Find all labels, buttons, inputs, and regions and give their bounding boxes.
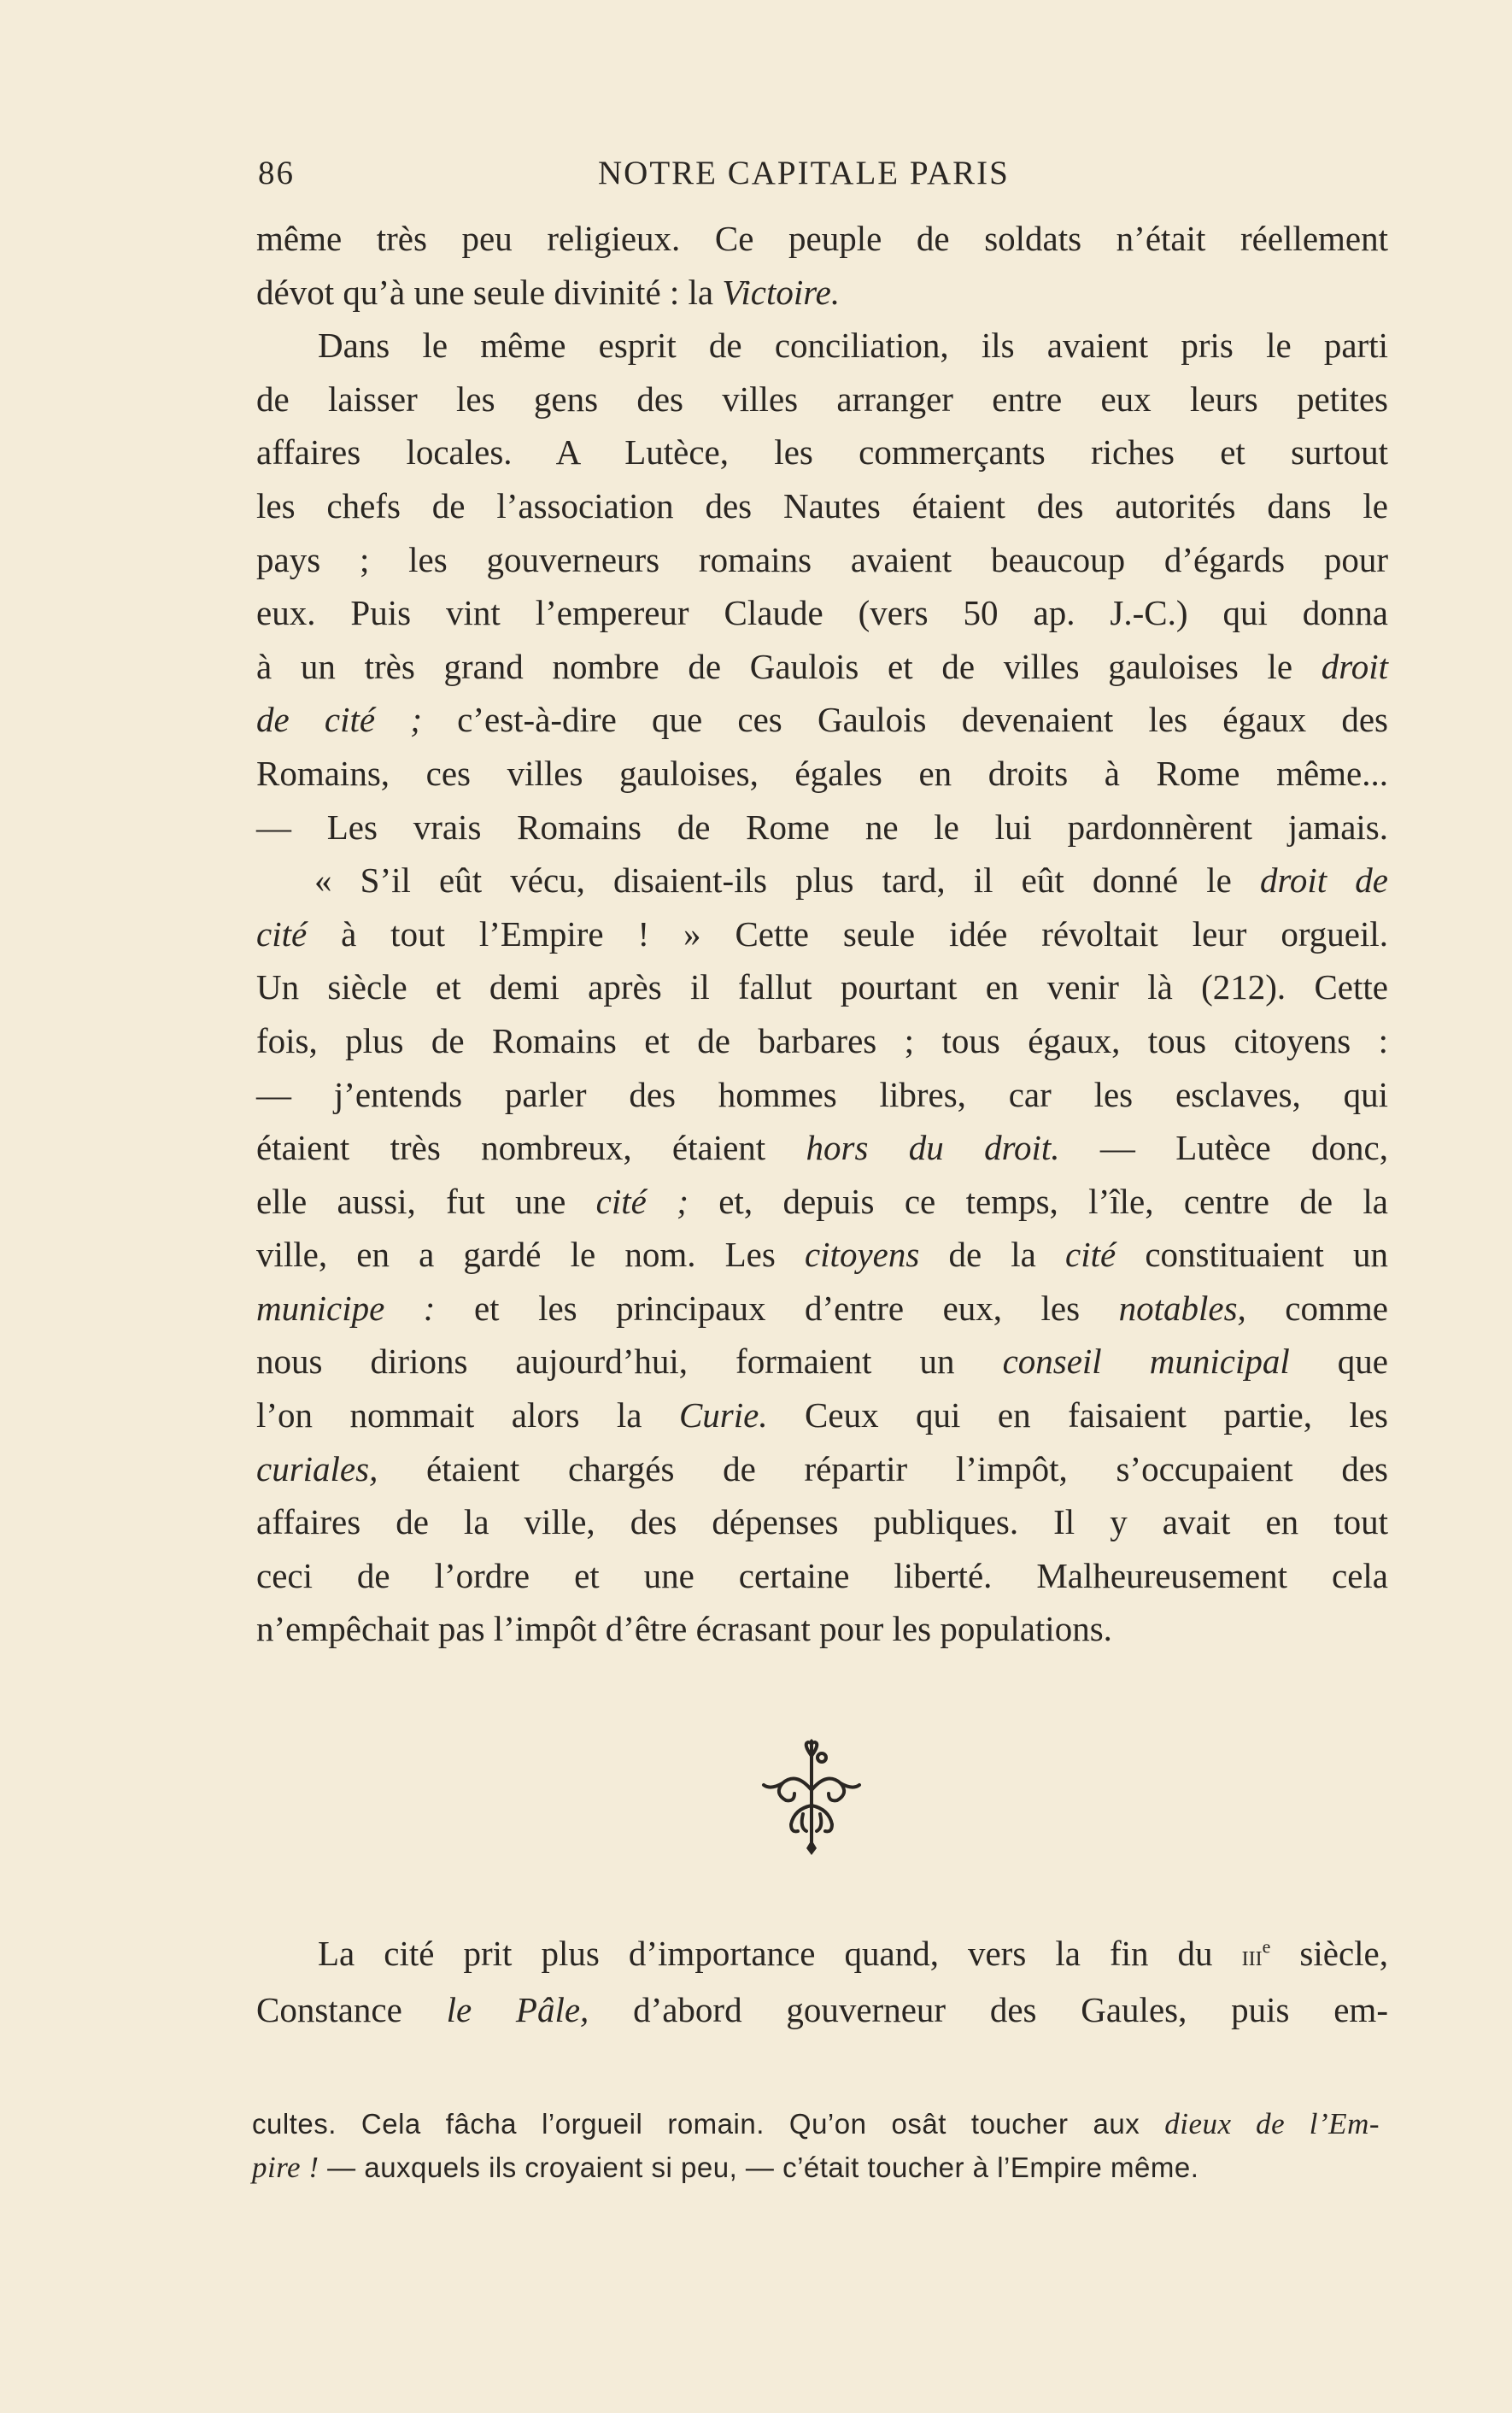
text-line: municipe : et les principaux d’entre eux, les notables, comme	[256, 1288, 1388, 1328]
text-line: ceci de l’ordre et une certaine liberté. Malheureusement cela	[256, 1555, 1388, 1595]
text-line: elle aussi, fut une cité ; et, depuis ce temps, l’île, centre de la	[256, 1181, 1388, 1221]
running-title: NOTRE CAPITALE PARIS	[598, 155, 1010, 191]
page-number: 86	[258, 155, 295, 191]
text-line: — j’entends parler des hommes libres, car les esclaves, qui	[256, 1074, 1388, 1114]
roman-numeral: iii	[1241, 1940, 1263, 1972]
text-line: de laisser les gens des villes arranger entre eux leurs petites	[256, 379, 1388, 419]
emphasis: municipe :	[256, 1288, 436, 1328]
page	[256, 154, 1388, 1656]
text-line: affaires locales. A Lutèce, les commerçants riches et surtout	[256, 432, 1388, 473]
text-line: nous dirions aujourd’hui, formaient un conseil municipal que	[256, 1342, 1388, 1382]
text-line: ville, en a gardé le nom. Les citoyens de la cité constituaient un	[256, 1235, 1388, 1275]
fleuron-ornament-icon	[752, 1739, 871, 1858]
text-line: n’empêchait pas l’impôt d’être écrasant pour les populations.	[256, 1609, 1112, 1649]
emphasis: de cité ;	[256, 700, 422, 740]
text-line: — Les vrais Romains de Rome ne le lui pardonnèrent jamais.	[256, 807, 1388, 847]
text-line: Constance le Pâle, d’abord gouverneur des Gaules, puis em-	[256, 1990, 1388, 2029]
emphasis: curiales,	[256, 1448, 378, 1488]
emphasis: Victoire.	[722, 272, 841, 312]
text-line: fois, plus de Romains et de barbares ; tous égaux, tous citoyens :	[256, 1020, 1388, 1060]
text-line: Un siècle et demi après il fallut pourtant en venir là (212). Cette	[256, 967, 1388, 1007]
text-line: les chefs de l’association des Nautes étaient des autorités dans le	[256, 485, 1388, 525]
text-line: cité à tout l’Empire ! » Cette seule idée révoltait leur orgueil.	[256, 913, 1388, 954]
superscript: e	[1262, 1935, 1271, 1958]
text-line: « S’il eût vécu, disaient-ils plus tard, il eût donné le droit de	[314, 860, 1388, 901]
emphasis: droit	[1321, 646, 1388, 686]
emphasis: conseil municipal	[1002, 1342, 1290, 1382]
footnote	[252, 2102, 1380, 2189]
emphasis: pire !	[252, 2151, 319, 2184]
emphasis: hors du droit.	[806, 1128, 1060, 1168]
text-line: Dans le même esprit de conciliation, ils avaient pris le parti	[318, 326, 1388, 366]
text-line: même très peu religieux. Ce peuple de soldats n’était réellement	[256, 219, 1388, 258]
emphasis: cité	[256, 913, 308, 954]
emphasis: cité	[1065, 1235, 1116, 1275]
text-line: de cité ; c’est-à-dire que ces Gaulois devenaient les égaux des	[256, 700, 1389, 740]
text-line: affaires de la ville, des dépenses publiques. Il y avait en tout	[256, 1502, 1388, 1542]
emphasis: Curie.	[678, 1395, 768, 1435]
footnote-line: cultes. Cela fâcha l’orgueil romain. Qu’on osât toucher aux dieux de l’Em-	[252, 2107, 1380, 2140]
emphasis: citoyens	[804, 1235, 920, 1275]
emphasis: le Pâle,	[446, 1990, 589, 2029]
emphasis: cité ;	[595, 1181, 689, 1221]
text-line: curiales, étaient chargés de répartir l’impôt, s’occupaient des	[256, 1448, 1388, 1488]
emphasis: notables,	[1118, 1288, 1246, 1328]
running-head	[256, 154, 1388, 205]
text-line: La cité prit plus d’importance quand, vers la fin du iii$^e$ siècle,	[318, 1934, 1388, 1973]
section-two	[256, 1927, 1388, 2037]
text-line: dévot qu’à une seule divinité : la Victoire.	[256, 272, 841, 312]
footnote-line: pire ! — auxquels ils croyaient si peu, — c’était toucher à l’Empire même.	[252, 2151, 1199, 2184]
text-line: l’on nommait alors la Curie. Ceux qui en faisaient partie, les	[256, 1395, 1388, 1435]
text-line: étaient très nombreux, étaient hors du droit. — Lutèce donc,	[256, 1128, 1388, 1168]
text-line: à un très grand nombre de Gaulois et de villes gauloises le droit	[256, 646, 1388, 686]
emphasis: dieux de l’Em-	[1164, 2107, 1380, 2140]
text-line: eux. Puis vint l’empereur Claude (vers 50 ap. J.-C.) qui donna	[256, 593, 1388, 633]
text-line: Romains, ces villes gauloises, égales en droits à Rome même...	[256, 753, 1388, 793]
emphasis: droit de	[1259, 860, 1388, 901]
body-text	[256, 212, 1388, 1656]
text-line: pays ; les gouverneurs romains avaient beaucoup d’égards pour	[256, 539, 1388, 579]
